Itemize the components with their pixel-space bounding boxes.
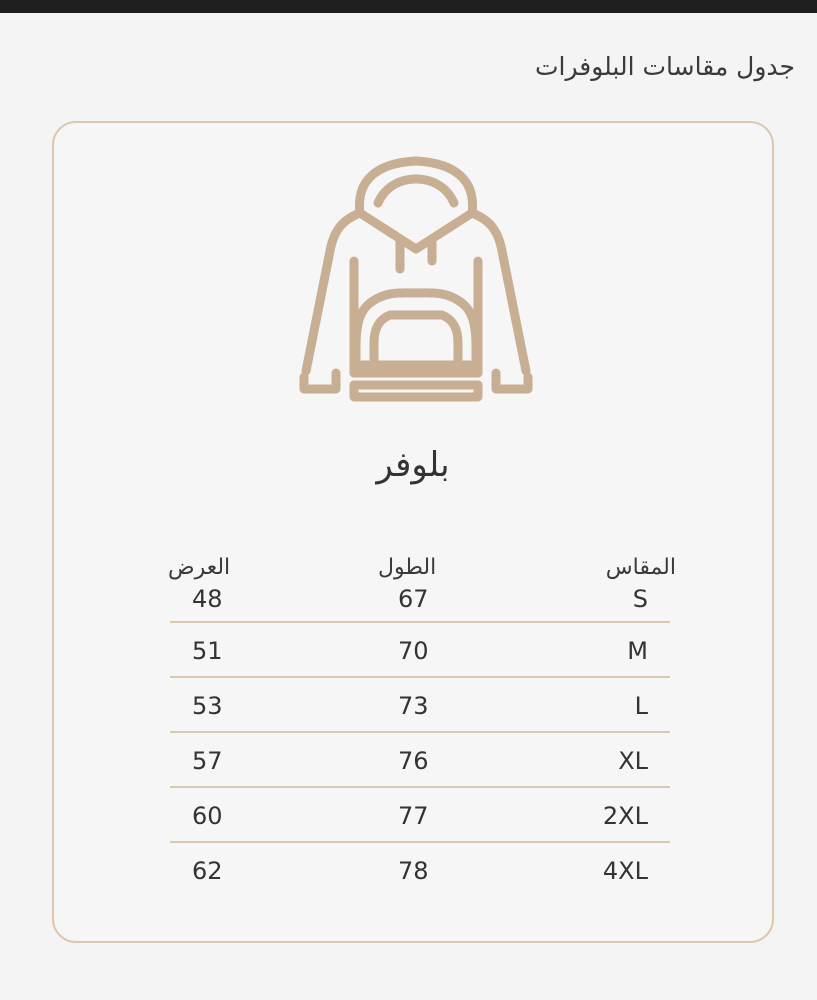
header-size: المقاس	[605, 555, 676, 580]
cell-width: 51	[192, 637, 223, 665]
header-length: الطول	[378, 555, 437, 580]
cell-length: 78	[398, 857, 429, 885]
cell-size: M	[627, 637, 648, 665]
header-width: العرض	[168, 555, 231, 580]
size-chart-card	[52, 121, 774, 943]
cell-length: 70	[398, 637, 429, 665]
cell-length: 67	[398, 585, 429, 613]
cell-size: L	[634, 692, 648, 720]
product-name: بلوفر	[376, 445, 450, 485]
cell-length: 76	[398, 747, 429, 775]
table-row	[170, 788, 670, 843]
page-title: جدول مقاسات البلوفرات	[535, 52, 795, 81]
table-row	[170, 843, 670, 898]
hoodie-icon	[296, 151, 536, 413]
cell-size: 2XL	[602, 802, 648, 830]
table-row	[170, 585, 670, 623]
table-row	[170, 678, 670, 733]
size-table	[168, 555, 676, 898]
cell-width: 60	[192, 802, 223, 830]
table-row	[170, 623, 670, 678]
cell-width: 57	[192, 747, 223, 775]
cell-size: 4XL	[602, 857, 648, 885]
table-body	[170, 585, 670, 898]
top-bar	[0, 0, 817, 13]
cell-width: 62	[192, 857, 223, 885]
cell-width: 53	[192, 692, 223, 720]
table-row	[170, 733, 670, 788]
cell-width: 48	[192, 585, 223, 613]
cell-length: 77	[398, 802, 429, 830]
cell-size: XL	[618, 747, 648, 775]
cell-size: S	[632, 585, 648, 613]
cell-length: 73	[398, 692, 429, 720]
